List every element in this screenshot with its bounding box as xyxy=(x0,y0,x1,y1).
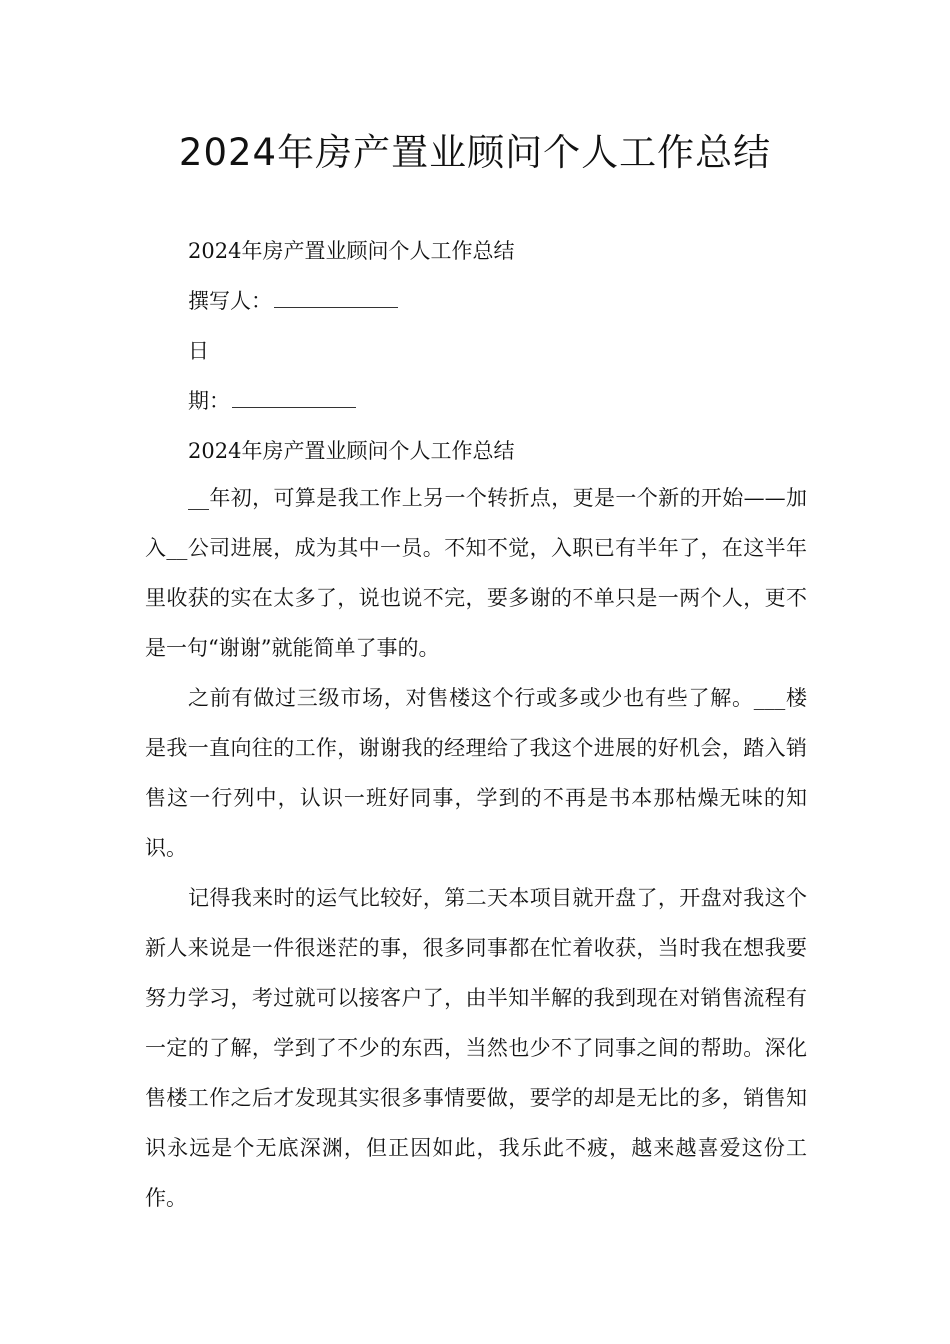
document-title: 2024年房产置业顾问个人工作总结 xyxy=(178,131,772,174)
paragraph-3: 记得我来时的运气比较好，第二天本项目就开盘了，开盘对我这个新人来说是一件很迷茫的事，很多同事都在忙着收获，当时我在想我要努力学习，考过就可以接客户了，由半知半解的我到现在对销售流程有一定的了解，学到了不少的东西，当然也少不了同事之间的帮助。深化售楼工作之后才发现其实很多事情要做，要学的却是无比的多，销售知识永远是个无底深渊，但正因如此，我乐此不疲，越来越喜爱这份工作。 xyxy=(145,886,807,1210)
document-subtitle: 2024年房产置业顾问个人工作总结 xyxy=(188,239,515,263)
section-heading: 2024年房产置业顾问个人工作总结 xyxy=(188,439,515,463)
author-blank xyxy=(274,287,398,308)
date-label-top: 日 xyxy=(188,339,209,363)
paragraph-2: 之前有做过三级市场，对售楼这个行或多或少也有些了解。___楼是我一直向往的工作，谢谢我的经理给了我这个进展的好机会，踏入销售这一行列中，认识一班好同事，学到的不再是书本那枯燥无味的知识。 xyxy=(145,686,807,860)
author-line xyxy=(188,286,398,316)
date-line xyxy=(188,386,356,416)
paragraph-1: __年初，可算是我工作上另一个转折点，更是一个新的开始——加入__公司进展，成为其中一员。不知不觉，入职已有半年了，在这半年里收获的实在太多了，说也说不完，要多谢的不单只是一两个人，更不是一句“谢谢”就能简单了事的。 xyxy=(145,486,807,660)
author-label: 撰写人： xyxy=(188,289,272,313)
date-blank xyxy=(232,387,356,408)
date-label: 期： xyxy=(188,389,230,413)
